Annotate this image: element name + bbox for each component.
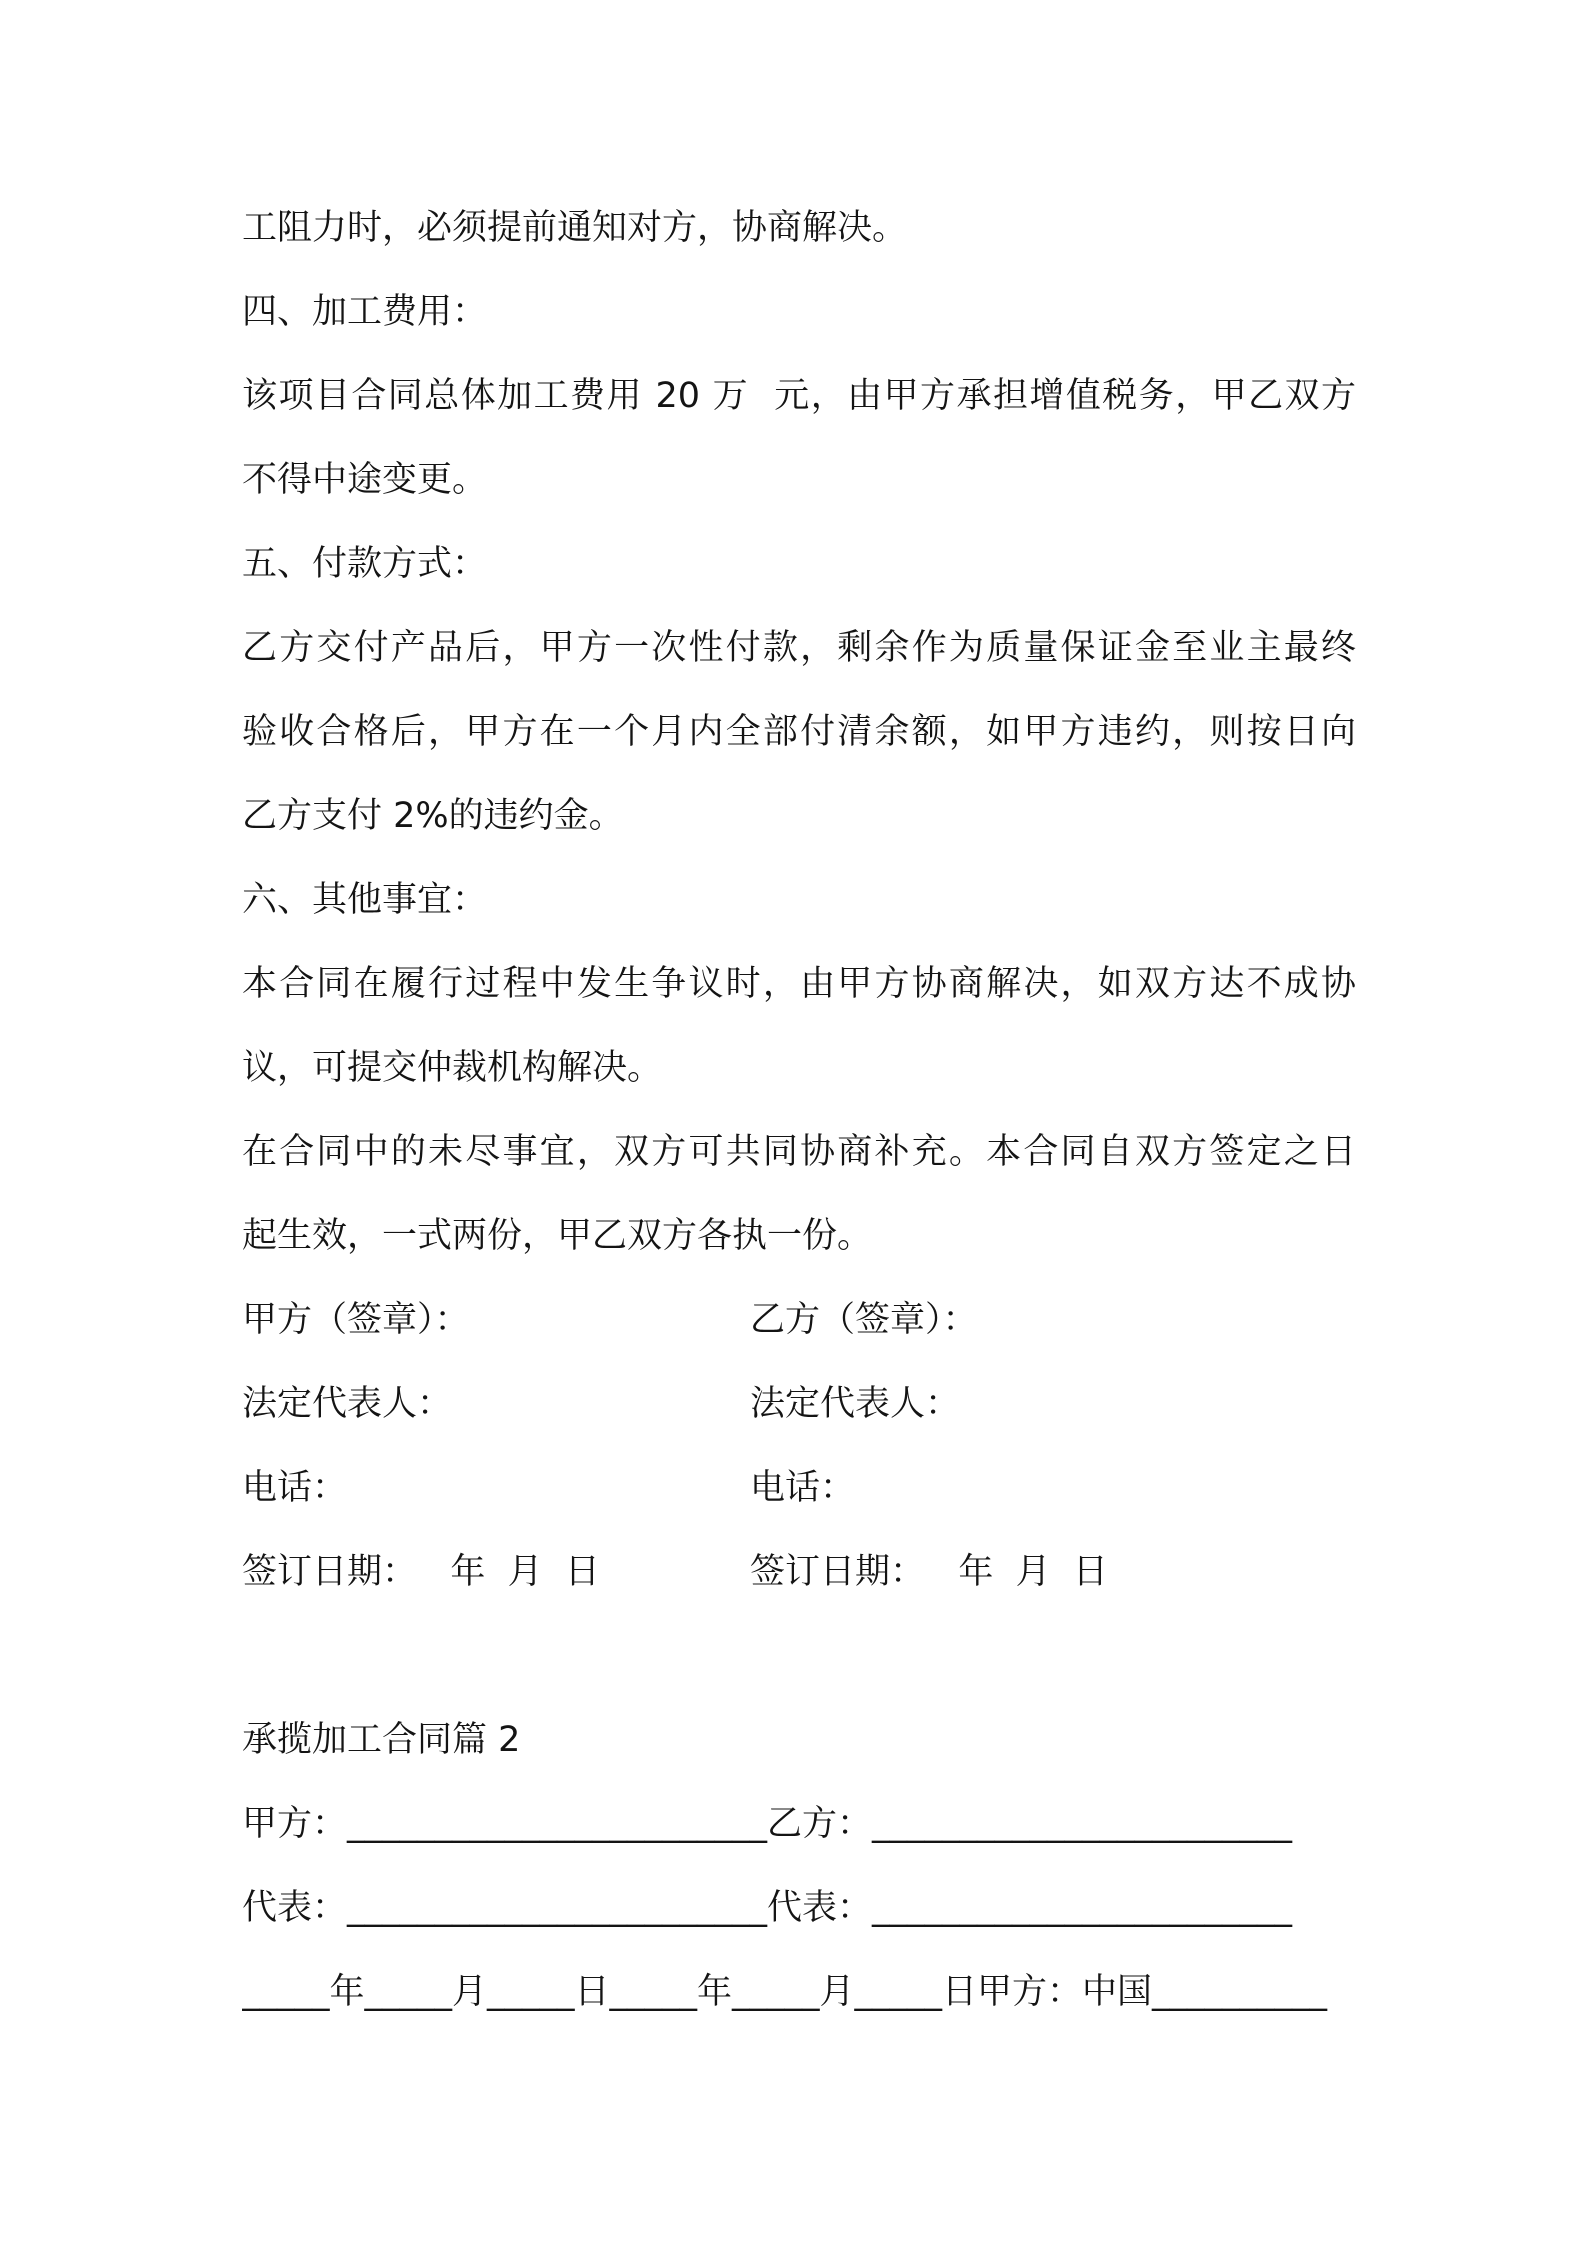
other-matters-line-3: 在合同中的未尽事宜，双方可共同协商补充。本合同自双方签定之日 — [242, 1132, 1356, 1172]
payment-method-line-2: 验收合格后，甲方在一个月内全部付清余额，如甲方违约，则按日向 — [242, 712, 1356, 752]
party-a-seal-label: 甲方（签章）： — [242, 1300, 470, 1340]
signature-row-legal-rep — [242, 1362, 1356, 1446]
payment-method-line-3: 乙方支付 2%的违约金。 — [242, 796, 624, 836]
processing-fee-line-2: 不得中途变更。 — [242, 460, 488, 500]
processing-fee-line-1: 该项目合同总体加工费用 20 万 元，由甲方承担增值税务，甲乙双方 — [242, 376, 1356, 416]
other-matters-line-4: 起生效，一式两份，甲乙双方各执一份。 — [242, 1216, 873, 1256]
other-matters-line-1: 本合同在履行过程中发生争议时，由甲方协商解决，如双方达不成协 — [242, 964, 1356, 1004]
party-a-phone-label: 电话： — [242, 1468, 348, 1508]
payment-method-line-1: 乙方交付产品后，甲方一次性付款，剩余作为质量保证金至业主最终 — [242, 628, 1356, 668]
contract-2-rep-line: 代表：________________________代表：________________________ — [242, 1888, 1293, 1928]
party-a-legal-rep-label: 法定代表人： — [242, 1384, 453, 1424]
party-b-sign-date-label: 签订日期： 年 月 日 — [750, 1552, 1108, 1592]
signature-row-seal — [242, 1278, 1356, 1362]
section-heading-payment-method: 五、付款方式： — [242, 544, 488, 584]
party-b-legal-rep-label: 法定代表人： — [750, 1384, 961, 1424]
section-heading-other-matters: 六、其他事宜： — [242, 880, 488, 920]
party-a-sign-date-label: 签订日期： 年 月 日 — [242, 1552, 600, 1592]
party-b-seal-label: 乙方（签章）： — [750, 1300, 978, 1340]
section-heading-processing-fee: 四、加工费用： — [242, 292, 488, 332]
contract-2-party-line: 甲方：________________________乙方：________________________ — [242, 1804, 1293, 1844]
signature-row-sign-date — [242, 1530, 1356, 1614]
party-b-phone-label: 电话： — [750, 1468, 856, 1508]
contract-2-date-line: _____年_____月_____日_____年_____月_____日甲方：中国__________ — [242, 1972, 1328, 2012]
previous-clause-tail: 工阻力时，必须提前通知对方，协商解决。 — [242, 208, 908, 248]
blank-line — [242, 1614, 1356, 1698]
signature-row-phone — [242, 1446, 1356, 1530]
contract-2-title: 承揽加工合同篇 2 — [242, 1720, 521, 1760]
document-body — [242, 186, 1356, 2034]
other-matters-line-2: 议，可提交仲裁机构解决。 — [242, 1048, 663, 1088]
